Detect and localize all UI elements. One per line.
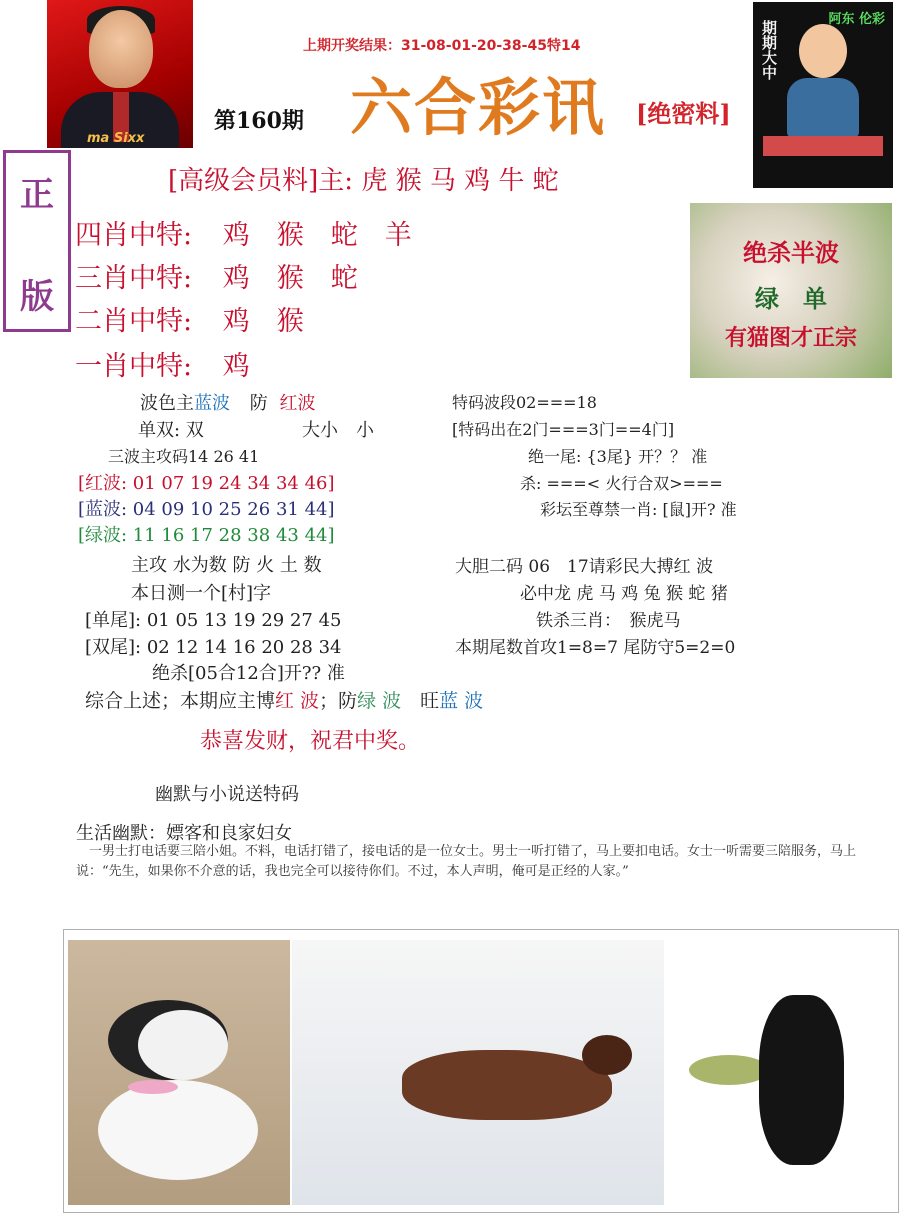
page-title: 六合彩讯: [350, 71, 607, 144]
kill-element: 杀: ===< 火行合双>===: [520, 474, 723, 493]
pick-row-3: [75, 256, 358, 295]
wave-guard-value: 红波: [279, 393, 316, 414]
cartoon-image: [753, 2, 893, 188]
pick-label: 二肖中特:: [75, 306, 193, 337]
pick-value: 鸡 猴 蛇: [222, 263, 358, 294]
cat-image-box: [690, 203, 892, 378]
summary-red: 红 波: [275, 690, 320, 712]
page-subtitle: [绝密料]: [636, 99, 731, 128]
humor-title: 生活幽默：嫖客和良家妇女: [76, 823, 292, 844]
badge-bottom: 版: [20, 277, 54, 317]
member-value: 虎 猴 马 鸡 牛 蛇: [361, 166, 559, 196]
green-wave: [绿波: 11 16 17 28 38 43 44]: [78, 525, 335, 546]
pick-row-1: [75, 344, 250, 383]
summary-mid: ；防: [319, 690, 358, 712]
last-result: 上期开奖结果：31-08-01-20-38-45特14: [303, 38, 581, 54]
element-line: 主攻 水为数 防 火 土 数: [131, 555, 322, 576]
pick-value: 鸡 猴 蛇 羊: [222, 220, 412, 251]
cartoon-text-right: 阿东 伦彩: [828, 12, 885, 27]
kill-tail: 绝一尾: {3尾} 开？？ 准: [528, 447, 708, 466]
double-tail: [双尾]: 02 12 14 16 20 28 34: [85, 637, 342, 658]
char-test: 本日测一个[村]字: [131, 583, 272, 604]
member-label: [高级会员料]主:: [168, 166, 354, 196]
pick-label: 三肖中特:: [75, 263, 193, 294]
authentic-badge: [3, 150, 71, 332]
kill-three: 铁杀三肖： 猴虎马: [536, 611, 681, 631]
goat-image: [674, 940, 894, 1205]
wave-guard-prefix: 防: [249, 393, 268, 414]
issue-number: 第160期: [214, 108, 304, 134]
congrats: 恭喜发财，祝君中奖。: [200, 729, 421, 754]
zodiac-photos: [63, 929, 899, 1213]
cat-line-1: 绝杀半波: [743, 238, 839, 267]
cat-line-3: 有猫图才正宗: [724, 325, 857, 351]
odd-even: 单双: 双: [138, 420, 204, 441]
summary-green: 绿 波: [357, 690, 402, 712]
pick-row-2: [75, 299, 304, 338]
pick-value: 鸡: [222, 351, 250, 382]
tail-numbers: 本期尾数首攻1=8=7 尾防守5=2=0: [455, 638, 736, 658]
size: 大小 小: [302, 420, 374, 441]
cartoon-text-left: 期期大中: [760, 20, 778, 80]
humor-body: 一男士打电话要三陪小姐。不料，电话打错了，接电话的是一位女士。男士一听打错了，马上要扣电话。女士一听需要三陪服务，马上说：“先生，如果你不介意的话，我也完全可以接待你们。不过，本人声明，俺可是正经的人家。”: [76, 844, 857, 879]
cat-line-2: 绿 单: [755, 284, 827, 313]
summary-mid2: 旺: [401, 690, 440, 712]
three-wave: 三波主攻码14 26 41: [108, 447, 260, 466]
summary-line: [85, 686, 483, 713]
ban-zodiac: 彩坛至尊禁一肖: [鼠]开? 准: [540, 500, 737, 519]
humor-heading: 幽默与小说送特码: [155, 784, 299, 805]
pick-row-4: [75, 213, 412, 252]
summary-prefix: 综合上述；本期应主博: [85, 690, 276, 712]
pick-value: 鸡 猴: [222, 306, 304, 337]
dog-image: [292, 940, 664, 1205]
red-wave: [红波: 01 07 19 24 34 34 46]: [78, 473, 335, 494]
pick-label: 一肖中特:: [75, 351, 193, 382]
wave-main-line: [140, 389, 315, 415]
wave-main-prefix: 波色主: [140, 393, 194, 414]
member-line: [168, 160, 559, 197]
summary-blue: 蓝 波: [439, 690, 484, 712]
badge-top: 正: [20, 175, 54, 215]
portrait-brand: ma Sixx: [87, 131, 145, 146]
segment: 特码波段02===18: [452, 393, 597, 412]
two-codes: 大胆二码 06 17请彩民大搏红 波: [455, 557, 714, 577]
pick-label: 四肖中特:: [75, 220, 193, 251]
blue-wave: [蓝波: 04 09 10 25 26 31 44]: [78, 499, 335, 520]
kill-combo: 绝杀[05合12合]开?? 准: [152, 663, 345, 684]
wave-main-value: 蓝波: [194, 393, 230, 414]
must-win: 必中龙 虎 马 鸡 兔 猴 蛇 猪: [520, 584, 728, 604]
gate: [特码出在2门===3门==4门]: [452, 420, 675, 439]
single-tail: [单尾]: 01 05 13 19 29 27 45: [85, 610, 342, 631]
rabbit-image: [68, 940, 290, 1205]
portrait-image: [47, 0, 193, 148]
